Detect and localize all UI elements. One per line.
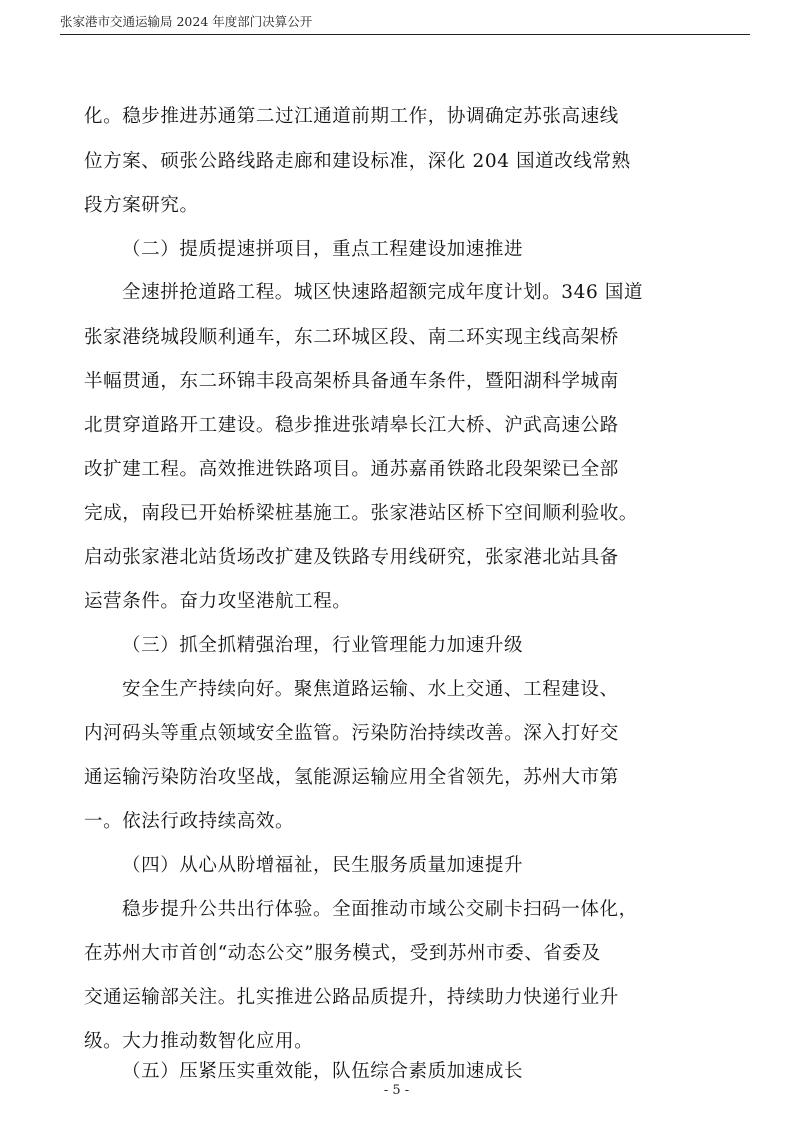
text-line: 段方案研究。 [84, 195, 199, 216]
text-line: 半幅贯通，东二环锦丰段高架桥具备通车条件，暨阳湖科学城南 [84, 371, 619, 392]
text-line: 化。稳步推进苏通第二过江通道前期工作，协调确定苏张高速线 [84, 106, 619, 127]
page-header [60, 12, 750, 35]
text-line: 北贯穿道路开工建设。稳步推进张靖皋长江大桥、沪武高速公路 [84, 415, 619, 436]
text-line: 运营条件。奋力攻坚港航工程。 [84, 591, 352, 612]
text-line: 内河码头等重点领域安全监管。污染防治持续改善。深入打好交 [84, 723, 619, 744]
text-line: 启动张家港北站货场改扩建及铁路专用线研究，张家港北站具备 [84, 547, 619, 568]
header-title: 张家港市交通运输局 2024 年度部门决算公开 [60, 14, 313, 29]
text-line: 全速拼抢道路工程。城区快速路超额完成年度计划。346 国道 [122, 282, 644, 303]
text-line: 安全生产持续向好。聚焦道路运输、水上交通、工程建设、 [122, 679, 619, 700]
text-line: 交通运输部关注。扎实推进公路品质提升，持续助力快递行业升 [84, 987, 619, 1008]
text-line: 在苏州大市首创“动态公交”服务模式，受到苏州市委、省委及 [84, 943, 601, 964]
section-heading: （二）提质提速拼项目，重点工程建设加速推进 [122, 239, 524, 260]
section-heading: （三）抓全抓精强治理，行业管理能力加速升级 [122, 635, 524, 656]
page-number: - 5 - [383, 1083, 410, 1098]
text-line: 改扩建工程。高效推进铁路项目。通苏嘉甬铁路北段架梁已全部 [84, 459, 619, 480]
text-line: 级。大力推动数智化应用。 [84, 1031, 314, 1052]
text-line: 完成，南段已开始桥梁桩基施工。张家港站区桥下空间顺利验收。 [84, 503, 638, 524]
section-heading: （四）从心从盼增福祉，民生服务质量加速提升 [122, 855, 524, 876]
text-line: 一。依法行政持续高效。 [84, 811, 295, 832]
text-line: 稳步提升公共出行体验。全面推动市域公交刷卡扫码一体化， [122, 899, 638, 920]
text-line: 位方案、硕张公路线路走廊和建设标准，深化 204 国道改线常熟 [84, 151, 631, 172]
text-line: 通运输污染防治攻坚战，氢能源运输应用全省领先，苏州大市第 [84, 767, 619, 788]
section-heading: （五）压紧压实重效能，队伍综合素质加速成长 [122, 1061, 524, 1082]
text-line: 张家港绕城段顺利通车，东二环城区段、南二环实现主线高架桥 [84, 327, 619, 348]
